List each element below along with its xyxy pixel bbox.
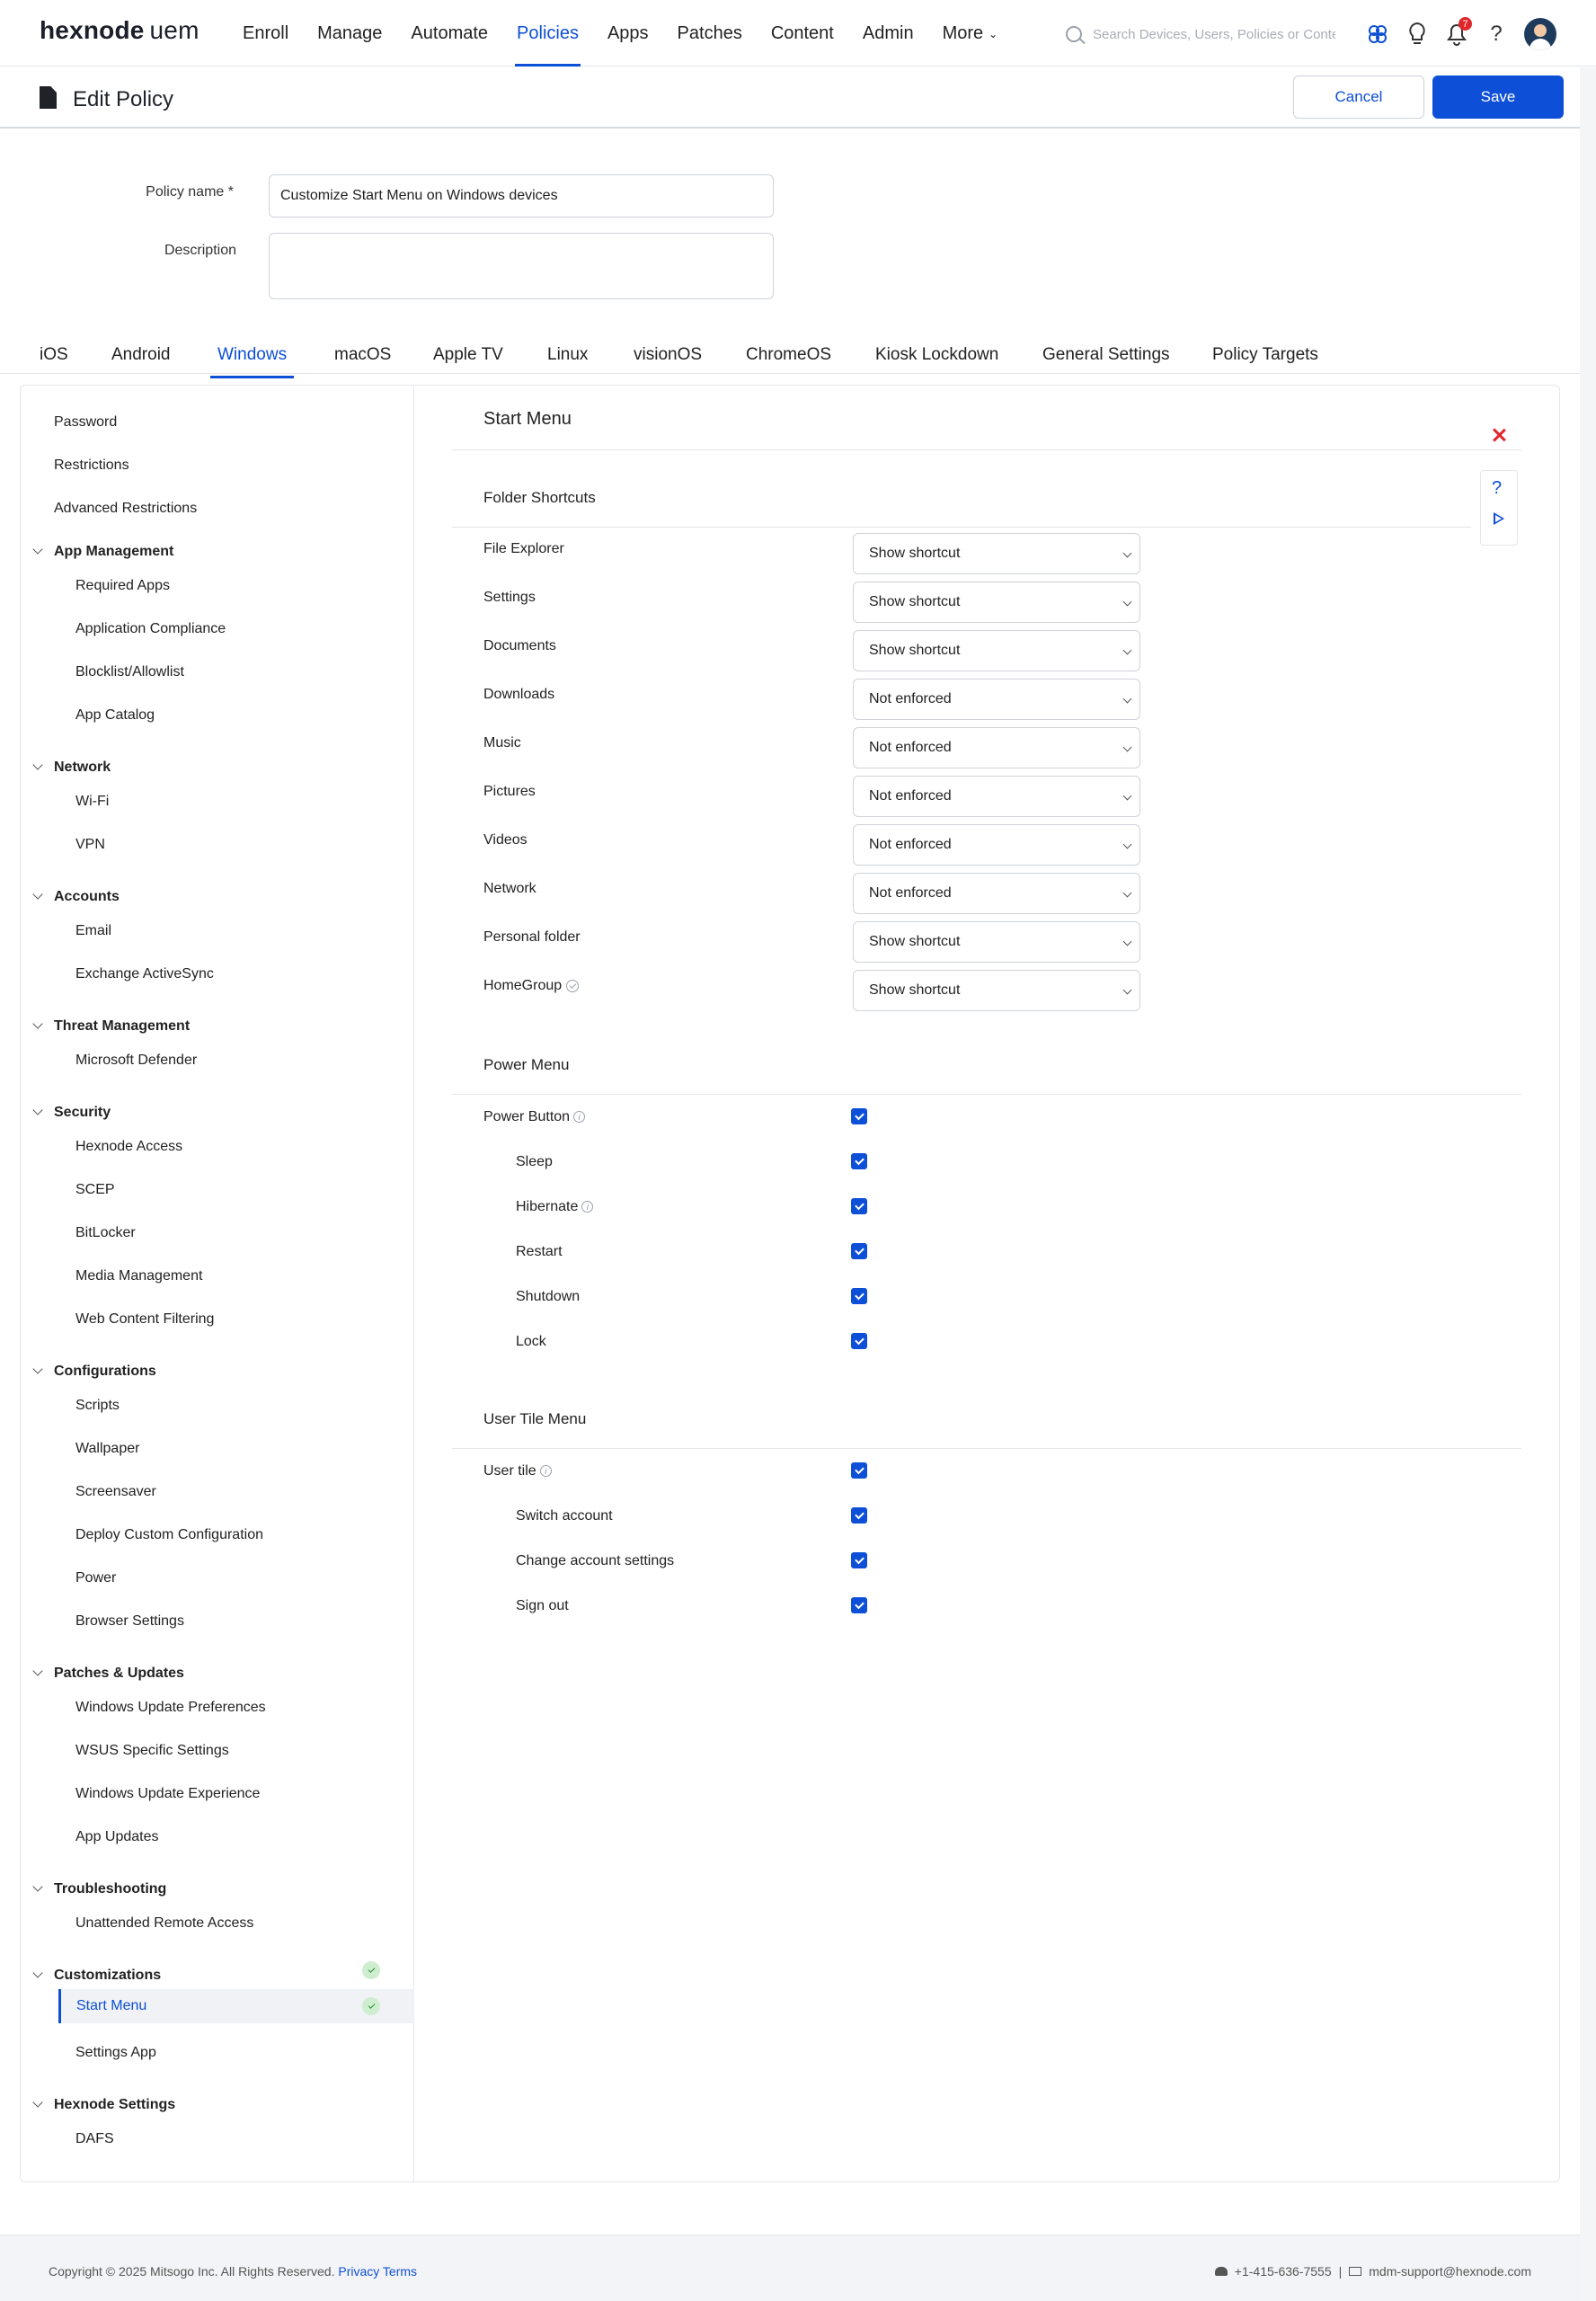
select-value: Not enforced [869,837,952,852]
footer-copyright [49,2264,417,2279]
sidebar-item-hexnode-access[interactable]: Hexnode Access [75,1139,183,1154]
tips-bulb-icon[interactable] [1405,21,1429,48]
homegroup-select[interactable] [853,970,1140,1011]
settings-select[interactable] [853,582,1140,623]
sidebar-item-advanced-restrictions[interactable]: Advanced Restrictions [54,501,198,516]
sidebar-item-power[interactable]: Power [75,1570,117,1586]
videos-select[interactable] [853,824,1140,866]
chevron-down-icon [32,1364,42,1373]
personal-folder-label: Personal folder [483,929,581,945]
sidebar-item-microsoft-defender[interactable]: Microsoft Defender [75,1053,198,1068]
policy-settings-card [20,385,1560,2182]
select-value: Not enforced [869,885,952,901]
sidebar-group-accounts[interactable] [54,889,120,905]
nav-apps[interactable] [593,0,663,67]
global-search [1066,22,1335,47]
chevron-down-icon [32,1968,42,1977]
sidebar-item-web-content-filtering[interactable]: Web Content Filtering [75,1311,215,1327]
sidebar-group-label: Customizations [54,1968,162,1983]
sidebar-item-wifi[interactable]: Wi-Fi [75,794,110,809]
documents-label: Documents [483,638,556,653]
sidebar-group-customizations[interactable] [54,1968,161,1984]
videos-label: Videos [483,832,528,848]
tab-kiosk-lockdown[interactable]: Kiosk Lockdown [875,345,999,364]
lock-label: Lock [516,1334,546,1349]
sidebar-group-label: Troubleshooting [54,1881,167,1897]
nav-content[interactable] [757,0,848,67]
phone-icon [1215,2267,1228,2276]
nav-more[interactable] [928,0,1013,67]
tab-general-settings[interactable]: General Settings [1042,345,1170,364]
save-button[interactable]: Save [1432,76,1564,119]
help-panel [1480,470,1518,546]
sleep-label: Sleep [516,1154,553,1169]
sidebar-item-required-apps[interactable]: Required Apps [75,578,170,593]
policy-name-label [54,184,234,200]
sidebar-group-configurations[interactable] [54,1364,156,1380]
chevron-down-icon [1123,840,1132,849]
chevron-down-icon [1123,889,1132,898]
nav-patches-label: Patches [677,22,742,43]
nav-more-label: More [942,22,984,43]
sidebar-group-label: Patches & Updates [54,1666,184,1681]
pictures-label: Pictures [483,784,536,799]
top-icon-group [1366,18,1556,50]
network-label: Network [483,881,536,896]
chevron-down-icon [1123,986,1132,995]
sidebar-group-network[interactable] [54,760,111,776]
notification-count-badge: 7 [1459,17,1472,31]
chevron-down-icon [1123,598,1132,607]
sleep-checkbox[interactable] [851,1153,867,1169]
chevron-down-icon [1123,646,1132,655]
chevron-down-icon [32,2097,42,2107]
sidebar-item-settings-app[interactable]: Settings App [75,2045,156,2060]
sidebar-group-label: Threat Management [54,1018,191,1034]
tab-windows[interactable]: Windows [217,345,288,364]
platform-tabs [0,336,1580,374]
sidebar-group-troubleshooting[interactable] [54,1881,166,1897]
sidebar-item-scripts[interactable]: Scripts [75,1398,120,1413]
user-tile-menu-heading: User Tile Menu [483,1410,587,1427]
page-scrollbar[interactable] [1580,67,1596,2301]
hexnode-logo[interactable] [40,16,200,45]
sidebar-item-start-menu-label: Start Menu [76,1998,147,2013]
downloads-label: Downloads [483,687,555,702]
hibernate-label [516,1199,593,1215]
select-value: Show shortcut [869,934,961,949]
chevron-down-icon [32,760,42,769]
sidebar-group-security[interactable] [54,1105,111,1121]
notification-bell-icon[interactable] [1445,18,1468,48]
chevron-down-icon [1123,937,1132,946]
sidebar-item-vpn[interactable]: VPN [75,837,105,852]
sidebar-item-scep[interactable]: SCEP [75,1182,115,1197]
nav-manage-label: Manage [317,22,383,43]
sidebar-group-label: Configurations [54,1364,156,1379]
tab-ios[interactable]: iOS [40,345,68,364]
policy-name-label-text: Policy name [146,184,225,200]
folder-shortcuts-heading: Folder Shortcuts [483,489,596,506]
cancel-button[interactable]: Cancel [1293,76,1424,119]
policy-name-input[interactable] [269,174,774,218]
sidebar-item-dafs[interactable]: DAFS [75,2131,114,2146]
select-value: Show shortcut [869,643,961,658]
verified-icon [566,980,579,992]
sidebar-group-label: Hexnode Settings [54,2097,176,2112]
user-avatar[interactable] [1524,18,1556,50]
personal-folder-select[interactable] [853,921,1140,963]
sidebar-item-app-catalog[interactable]: App Catalog [75,707,155,723]
integrations-icon[interactable] [1366,21,1389,48]
user-tile-checkbox[interactable] [851,1462,867,1479]
search-input[interactable] [1093,27,1335,42]
policy-sidebar [21,386,414,2181]
switch-account-checkbox[interactable] [851,1507,867,1524]
configured-check-icon [362,1997,380,2015]
chevron-down-icon [32,889,42,899]
user-tile-label-text: User tile [483,1463,536,1479]
select-value: Show shortcut [869,546,961,561]
nav-automate-label: Automate [411,22,489,43]
description-label: Description [164,243,236,258]
lock-checkbox[interactable] [851,1333,867,1349]
pictures-select[interactable] [853,776,1140,817]
tab-macos[interactable]: macOS [334,345,392,364]
footer-separator: | [1338,2264,1343,2279]
sidebar-group-threat-management[interactable] [54,1018,190,1035]
nav-patches[interactable] [663,0,757,67]
sign-out-label: Sign out [516,1598,569,1613]
sidebar-item-start-menu[interactable] [58,1989,414,2023]
sidebar-group-app-management[interactable] [54,544,173,560]
support-phone[interactable]: +1-415-636-7555 [1234,2264,1332,2279]
network-select[interactable] [853,873,1140,914]
sidebar-item-windows-update-preferences[interactable]: Windows Update Preferences [75,1700,266,1715]
homegroup-label [483,978,579,994]
chevron-down-icon [1123,549,1132,558]
page-header [0,67,1580,129]
nav-admin[interactable] [848,0,928,67]
tab-android[interactable]: Android [111,345,171,364]
sidebar-item-blocklist-allowlist[interactable]: Blocklist/Allowlist [75,664,184,680]
sidebar-item-bitlocker[interactable]: BitLocker [75,1225,136,1240]
tab-visionos[interactable]: visionOS [634,345,703,364]
close-icon[interactable] [1489,425,1509,445]
footer-contact [1215,2264,1531,2279]
sidebar-item-password[interactable]: Password [54,414,118,430]
sidebar-item-exchange-activesync[interactable]: Exchange ActiveSync [75,966,214,982]
divider [452,449,1521,450]
shutdown-checkbox[interactable] [851,1288,867,1304]
chevron-down-icon [1123,792,1132,801]
tab-linux[interactable]: Linux [547,345,589,364]
terms-link[interactable]: Terms [382,2264,418,2279]
support-email[interactable]: mdm-support@hexnode.com [1369,2264,1531,2279]
sidebar-group-label: Security [54,1105,111,1120]
configured-check-icon [362,1961,380,1979]
logo-brand: hexnode [40,16,145,44]
file-explorer-label: File Explorer [483,541,564,556]
main-nav [228,0,1012,67]
mail-icon [1349,2267,1361,2276]
hibernate-checkbox[interactable] [851,1198,867,1214]
sidebar-item-email[interactable]: Email [75,923,112,938]
nav-automate[interactable] [396,0,502,67]
chevron-down-icon [1123,695,1132,704]
downloads-select[interactable] [853,679,1140,720]
info-icon[interactable]: i [573,1111,585,1123]
sidebar-item-restrictions[interactable]: Restrictions [54,458,129,473]
power-button-checkbox[interactable] [851,1108,867,1124]
select-value: Not enforced [869,691,952,706]
sidebar-item-media-management[interactable]: Media Management [75,1268,203,1284]
logo-suffix: uem [149,16,200,44]
select-value: Not enforced [869,740,952,755]
tab-apple-tv[interactable]: Apple TV [433,345,503,364]
footer [0,2234,1580,2301]
chevron-down-icon: ⌄ [989,28,998,40]
chevron-down-icon [32,1666,42,1675]
nav-policies-label: Policies [517,22,579,43]
documents-select[interactable] [853,630,1140,671]
divider [452,527,1471,528]
power-menu-heading: Power Menu [483,1056,570,1073]
sidebar-item-windows-update-experience[interactable]: Windows Update Experience [75,1786,261,1801]
sidebar-group-hexnode-settings[interactable] [54,2097,175,2113]
info-icon[interactable]: i [540,1465,552,1477]
sidebar-item-deploy-custom-configuration[interactable]: Deploy Custom Configuration [75,1527,263,1542]
help-question-icon[interactable]: ? [1492,478,1503,498]
nav-enroll[interactable] [228,0,303,67]
help-icon[interactable]: ? [1490,22,1503,46]
sidebar-group-label: Accounts [54,889,120,904]
music-label: Music [483,735,521,751]
sidebar-item-wsus-specific-settings[interactable]: WSUS Specific Settings [75,1743,229,1758]
sidebar-item-app-updates[interactable]: App Updates [75,1829,159,1844]
play-video-icon[interactable] [1494,512,1504,525]
sign-out-checkbox[interactable] [851,1597,867,1613]
sidebar-group-label: App Management [54,544,174,559]
sidebar-group-patches-updates[interactable] [54,1666,184,1682]
page-title: Edit Policy [73,87,174,111]
power-button-label-text: Power Button [483,1109,571,1124]
restart-label: Restart [516,1244,563,1259]
top-navigation-bar [0,0,1596,67]
sidebar-item-unattended-remote-access[interactable]: Unattended Remote Access [75,1915,254,1931]
switch-account-label: Switch account [516,1508,613,1524]
chevron-down-icon [32,1018,42,1028]
power-button-label [483,1109,585,1125]
chevron-down-icon [1123,743,1132,752]
nav-admin-label: Admin [862,22,914,43]
chevron-down-icon [32,1105,42,1115]
required-marker: * [227,184,234,200]
privacy-link[interactable]: Privacy [338,2264,380,2279]
select-value: Not enforced [869,788,952,804]
file-explorer-select[interactable] [853,533,1140,574]
search-icon [1066,26,1082,42]
document-icon [40,86,57,109]
change-account-settings-checkbox[interactable] [851,1552,867,1568]
sidebar-item-application-compliance[interactable]: Application Compliance [75,621,226,636]
nav-content-label: Content [770,22,834,43]
tab-policy-targets[interactable]: Policy Targets [1212,345,1318,364]
select-value: Show shortcut [869,982,961,998]
change-account-settings-label: Change account settings [516,1553,675,1568]
tab-chromeos[interactable]: ChromeOS [746,345,832,364]
select-value: Show shortcut [869,594,961,609]
homegroup-label-text: HomeGroup [483,978,563,993]
sidebar-item-wallpaper[interactable]: Wallpaper [75,1441,140,1456]
nav-enroll-label: Enroll [243,22,289,43]
user-tile-label [483,1463,552,1479]
shutdown-label: Shutdown [516,1289,581,1304]
description-textarea[interactable] [269,233,774,299]
restart-checkbox[interactable] [851,1243,867,1259]
divider [452,1094,1521,1095]
nav-apps-label: Apps [607,22,649,43]
music-select[interactable] [853,727,1140,768]
nav-manage[interactable] [303,0,396,67]
sidebar-item-screensaver[interactable]: Screensaver [75,1484,156,1499]
panel-title: Start Menu [483,409,572,429]
hibernate-label-text: Hibernate [516,1199,579,1214]
sidebar-item-browser-settings[interactable]: Browser Settings [75,1613,184,1629]
chevron-down-icon [32,1881,42,1891]
copyright-text: Copyright © 2025 Mitsogo Inc. All Rights Reserved. [49,2264,335,2279]
settings-label: Settings [483,590,536,605]
sidebar-group-label: Network [54,760,111,775]
chevron-down-icon [32,544,42,554]
info-icon[interactable]: i [581,1201,593,1213]
divider [452,1448,1521,1449]
nav-policies[interactable] [502,0,593,67]
